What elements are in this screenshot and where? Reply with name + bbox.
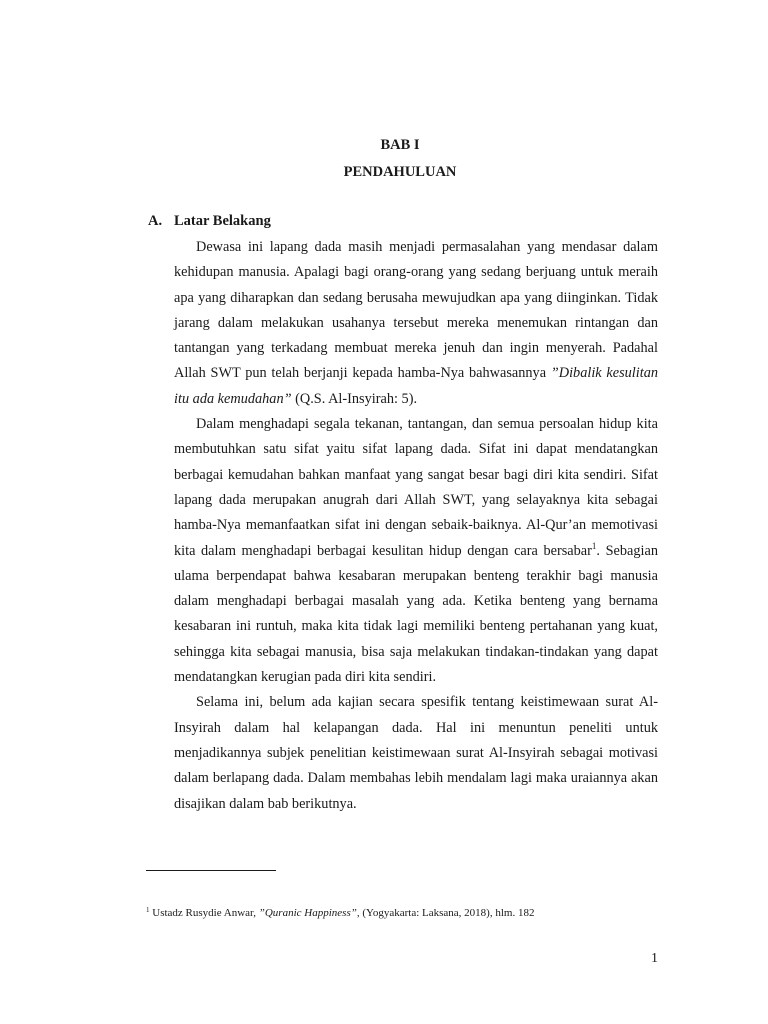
paragraph-1-citation: (Q.S. Al-Insyirah: 5). (291, 390, 418, 407)
page-number: 1 (651, 951, 658, 966)
section-heading (148, 212, 271, 230)
paragraph-1-text: Dewasa ini lapang dada masih menjadi permasalahan yang mendasar dalam kehidupan manusia. Apalagi bagi orang-orang yang sedang berjuang untuk meraih apa yang diharapkan dan sedang berusaha mewujudkan apa yang diinginkan. Tidak jarang dalam melakukan usahanya tersebut mereka menemukan rintangan dan tantangan yang terkadang membuat mereka jenuh dan ingin menyerah. Padahal Allah SWT pun telah berjanji kepada hamba-Nya bahwasannya (174, 239, 658, 382)
chapter-number: BAB I (380, 137, 420, 153)
paragraph-2 (174, 412, 658, 690)
paragraph-3 (174, 690, 658, 816)
section-letter: A. (148, 213, 163, 229)
chapter-title: PENDAHULUAN (343, 164, 457, 180)
paragraph-1 (174, 235, 658, 412)
section-title: Latar Belakang (174, 213, 271, 229)
paragraph-2-continuation: . Sebagian ulama berpendapat bahwa kesabaran merupakan benteng terakhir bagi manusia dalam menghadapi berbagai masalah yang ada. Ketika benteng yang bernama kesabaran ini runtuh, maka kita tidak lagi memiliki benteng pertahanan yang kuat, sehingga kita sebagai manusia, bisa saja melakukan tindakan-tindakan yang dapat mendatangkan kerugian pada diri kita sendiri. (174, 542, 658, 686)
footnote-publication: (Yogyakarta: Laksana, 2018), hlm. 182 (359, 907, 535, 919)
footnote-author: Ustadz Rusydie Anwar, (149, 907, 259, 919)
body-text (174, 235, 658, 817)
footnote (146, 906, 666, 920)
footnote-title: ”Quranic Happiness”, (258, 907, 360, 919)
footnote-number: 1 (146, 906, 150, 914)
footnote-separator (146, 870, 276, 871)
paragraph-3-text: Selama ini, belum ada kajian secara spesifik tentang keistimewaan surat Al-Insyirah dalam hal kelapangan dada. Hal ini menuntun peneliti untuk menjadikannya subjek penelitian keistimewaan surat Al-Insyirah sebagai motivasi dalam berlapang dada. Dalam membahas lebih mendalam lagi maka uraiannya akan disajikan dalam bab berikutnya. (174, 694, 658, 812)
quran-quote: ”Dibalik kesulitan itu ada kemudahan” (174, 365, 659, 407)
paragraph-2-text: Dalam menghadapi segala tekanan, tantangan, dan semua persoalan hidup kita membutuhkan satu sifat yaitu sifat lapang dada. Sifat ini dapat mendatangkan berbagai kemudahan bahkan manfaat yang sangat besar bagi diri kita sendiri. Sifat lapang dada merupakan anugrah dari Allah SWT, yang selayaknya kita sebagai hamba-Nya memanfaatkan sifat ini dengan sebaik-baiknya. Al-Qur’an memotivasi kita dalam menghadapi berbagai kesulitan hidup dengan cara bersabar (174, 416, 658, 559)
footnote-reference[interactable]: 1 (591, 540, 597, 551)
